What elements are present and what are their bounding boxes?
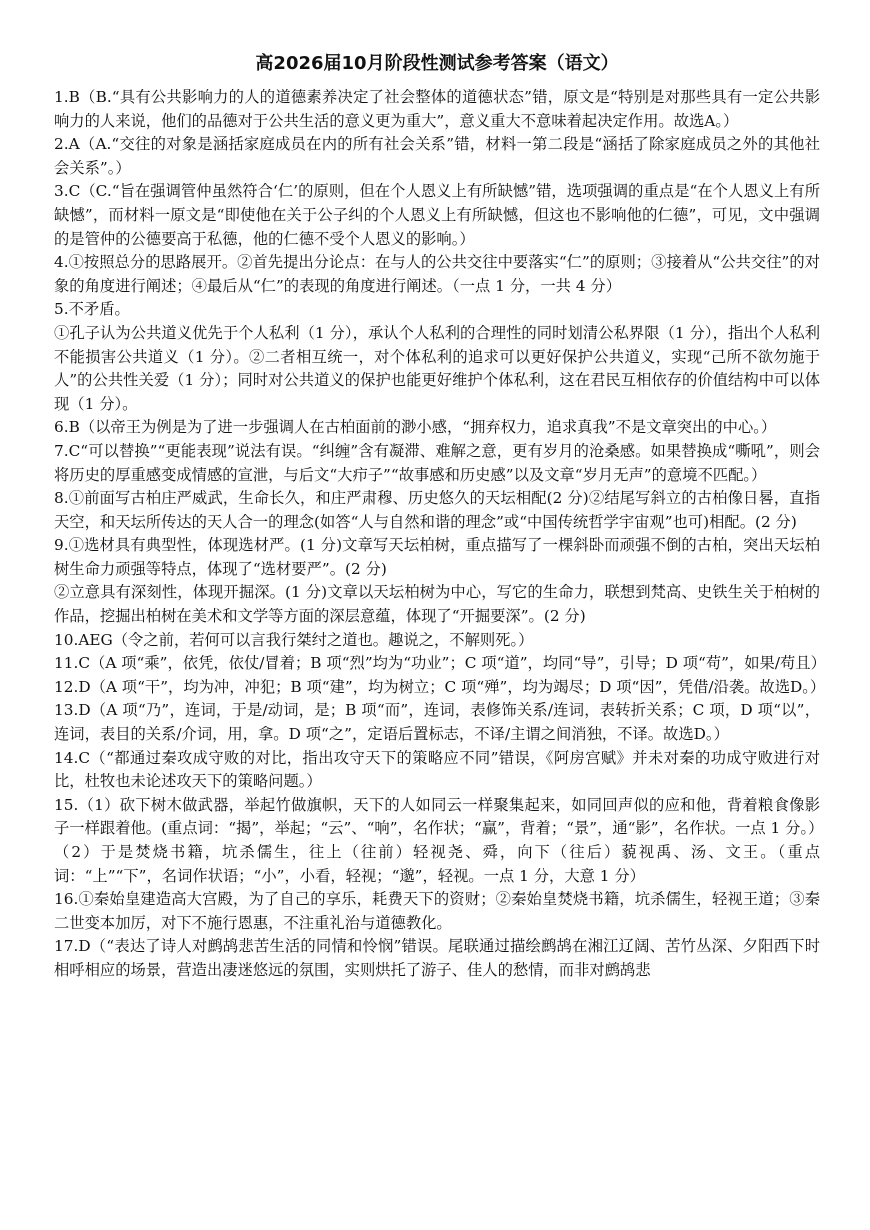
answer-text: 13.D（A 项“乃”，连词，于是/动词，是；B 项“而”，连词，表修饰关系/连词，表转折关系；C 项，D 项“以”，连词，表目的关系/介词，用，拿。D 项“之”，定语后置标志，不译/主谓之间消独，不译。故选D。） <box>54 701 820 744</box>
answer-item-14 <box>54 747 820 794</box>
answer-item-11 <box>54 652 826 676</box>
answer-item-10 <box>54 629 820 653</box>
answer-text: 11.C（A 项“乘”，依凭，依仗/冒着；B 项“烈”均为“功业”；C 项“道”，均同“导”，引导；D 项“苟”，如果/苟且） <box>54 654 826 673</box>
answer-text: 12.D（A 项“干”，均为冲，冲犯；B 项“建”，均为树立；C 项“殚”，均为竭尽；D 项“因”，凭借/沿袭。故选D。） <box>54 677 826 696</box>
answer-item-1 <box>54 86 820 133</box>
answer-item-2 <box>54 133 820 180</box>
answer-text: 3.C（C.“旨在强调管仲虽然符合‘仁’的原则，但在个人恩义上有所缺憾”错，选项强调的重点是“在个人恩义上有所缺憾”，而材料一原文是“即使他在关于公子纠的个人恩义上有所缺憾，但这也不影响他的仁德”，可见，文中强调的是管仲的公德要高于私德，他的仁德不受个人恩义的影响。） <box>54 182 820 248</box>
answer-text: 2.A（A.“交往的对象是涵括家庭成员在内的所有社会关系”错，材料一第二段是“涵括了除家庭成员之外的其他社会关系”。） <box>54 135 820 177</box>
page-title: 高2026届10月阶段性测试参考答案（语文） <box>255 53 619 74</box>
answer-text: 1.B（B.“具有公共影响力的人的道德素养决定了社会整体的道德状态”错，原文是“特别是对那些具有一定公共影响力的人来说，他们的品德对于公共生活的意义更为重大”，意义重大不意味着起决定作用。故选A。） <box>54 88 820 130</box>
answer-text: 17.D（“表达了诗人对鹧鸪悲苦生活的同情和怜悯”错误。尾联通过描绘鹧鸪在湘江辽阔、苦竹丛深、夕阳西下时相呼相应的场景，营造出凄迷悠远的氛围，实则烘托了游子、佳人的愁情，而非对鹧鸪悲 <box>54 937 820 979</box>
answer-text: 8.①前面写古柏庄严威武，生命长久，和庄严肃穆、历史悠久的天坛相配(2 分)②结尾写斜立的古柏像日晷，直指天空，和天坛所传达的天人合一的理念(如答“人与自然和谐的理念”或“中国传统哲学宇宙观”也可)相配。(2 分) <box>54 489 820 531</box>
answer-item-3 <box>54 180 820 251</box>
answer-text: 16.①秦始皇建造高大宫殿，为了自己的享乐，耗费天下的资财；②秦始皇焚烧书籍，坑杀儒生，轻视王道；③秦二世变本加厉，对下不施行恩惠，不注重礼治与道德教化。 <box>54 890 820 932</box>
answer-item-16 <box>54 888 820 935</box>
answer-item-17 <box>54 935 820 982</box>
answer-item-7 <box>54 440 820 487</box>
answer-text: （2）于是焚烧书籍，坑杀儒生，往上（往前）轻视尧、舜，向下（往后）藐视禹、汤、文王。（重点词：“上”“下”，名词作状语；“小”，小看，轻视；“邈”，轻视。一点 1 分，大意 1 分） <box>54 843 820 885</box>
answer-item-5 <box>54 298 820 416</box>
answer-item-13 <box>54 699 820 746</box>
answer-text: 5.不矛盾。 <box>54 300 130 319</box>
answer-item-15 <box>54 794 824 888</box>
answer-text: 7.C“可以替换”“更能表现”说法有误。“纠缠”含有凝滞、难解之意，更有岁月的沧桑感。如果替换成“嘶吼”，则会将历史的厚重感变成情感的宣泄，与后文“大疖子”“故事感和历史感”以及文章“岁月无声”的意境不匹配。） <box>54 441 820 484</box>
answer-text: ①孔子认为公共道义优先于个人私利（1 分），承认个人私利的合理性的同时划清公私界限（1 分），指出个人私利不能损害公共道义（1 分）。②二者相互统一，对个体私利的追求可以更好保护公共道义，实现“己所不欲勿施于人”的公共性关爱（1 分）；同时对公共道义的保护也能更好维护个体私利，这在君民互相依存的价值结构中可以体现（1 分）。 <box>54 323 820 413</box>
answer-item-9 <box>54 534 820 628</box>
answer-item-4 <box>54 251 820 298</box>
answer-text: 4.①按照总分的思路展开。②首先提出分论点：在与人的公共交往中要落实“仁”的原则；③接着从“公共交往”的对象的角度进行阐述；④最后从“仁”的表现的角度进行阐述。（一点 1 分，一共 4 分） <box>54 253 820 295</box>
answer-text: 10.AEG（令之前，若何可以言我行桀纣之道也。趣说之，不解则死。） <box>54 630 534 649</box>
answer-item-6 <box>54 416 820 440</box>
answer-list <box>54 86 826 983</box>
answer-item-12 <box>54 676 826 700</box>
answer-text: 6.B（以帝王为例是为了进一步强调人在古柏面前的渺小感，“拥弃权力，追求真我”不是文章突出的中心。） <box>54 418 777 437</box>
answer-text: 14.C（“都通过秦攻成守败的对比，指出攻守天下的策略应不同”错误，《阿房宫赋》并未对秦的功成守败进行对比，杜牧也未论述攻天下的策略问题。） <box>54 748 820 791</box>
answer-text: ②立意具有深刻性，体现开掘深。(1 分)文章以天坛柏树为中心，写它的生命力，联想到梵高、史铁生关于柏树的作品，挖掘出柏树在美术和文学等方面的深层意蕴，体现了“开掘要深”。(2 分) <box>54 583 820 626</box>
answer-item-8 <box>54 487 820 534</box>
answer-text: 15.（1）砍下树木做武器，举起竹做旗帜，天下的人如同云一样聚集起来，如同回声似的应和他，背着粮食像影子一样跟着他。(重点词：“揭”，举起；“云”、“响”，名作状；“赢”，背着；“景”，通“影”，名作状。一点 1 分。） <box>54 795 824 838</box>
answer-text: 9.①选材具有典型性，体现选材严。(1 分)文章写天坛柏树，重点描写了一棵斜卧而顽强不倒的古柏，突出天坛柏树生命力顽强等特点，体现了“选材要严”。(2 分) <box>54 536 820 578</box>
